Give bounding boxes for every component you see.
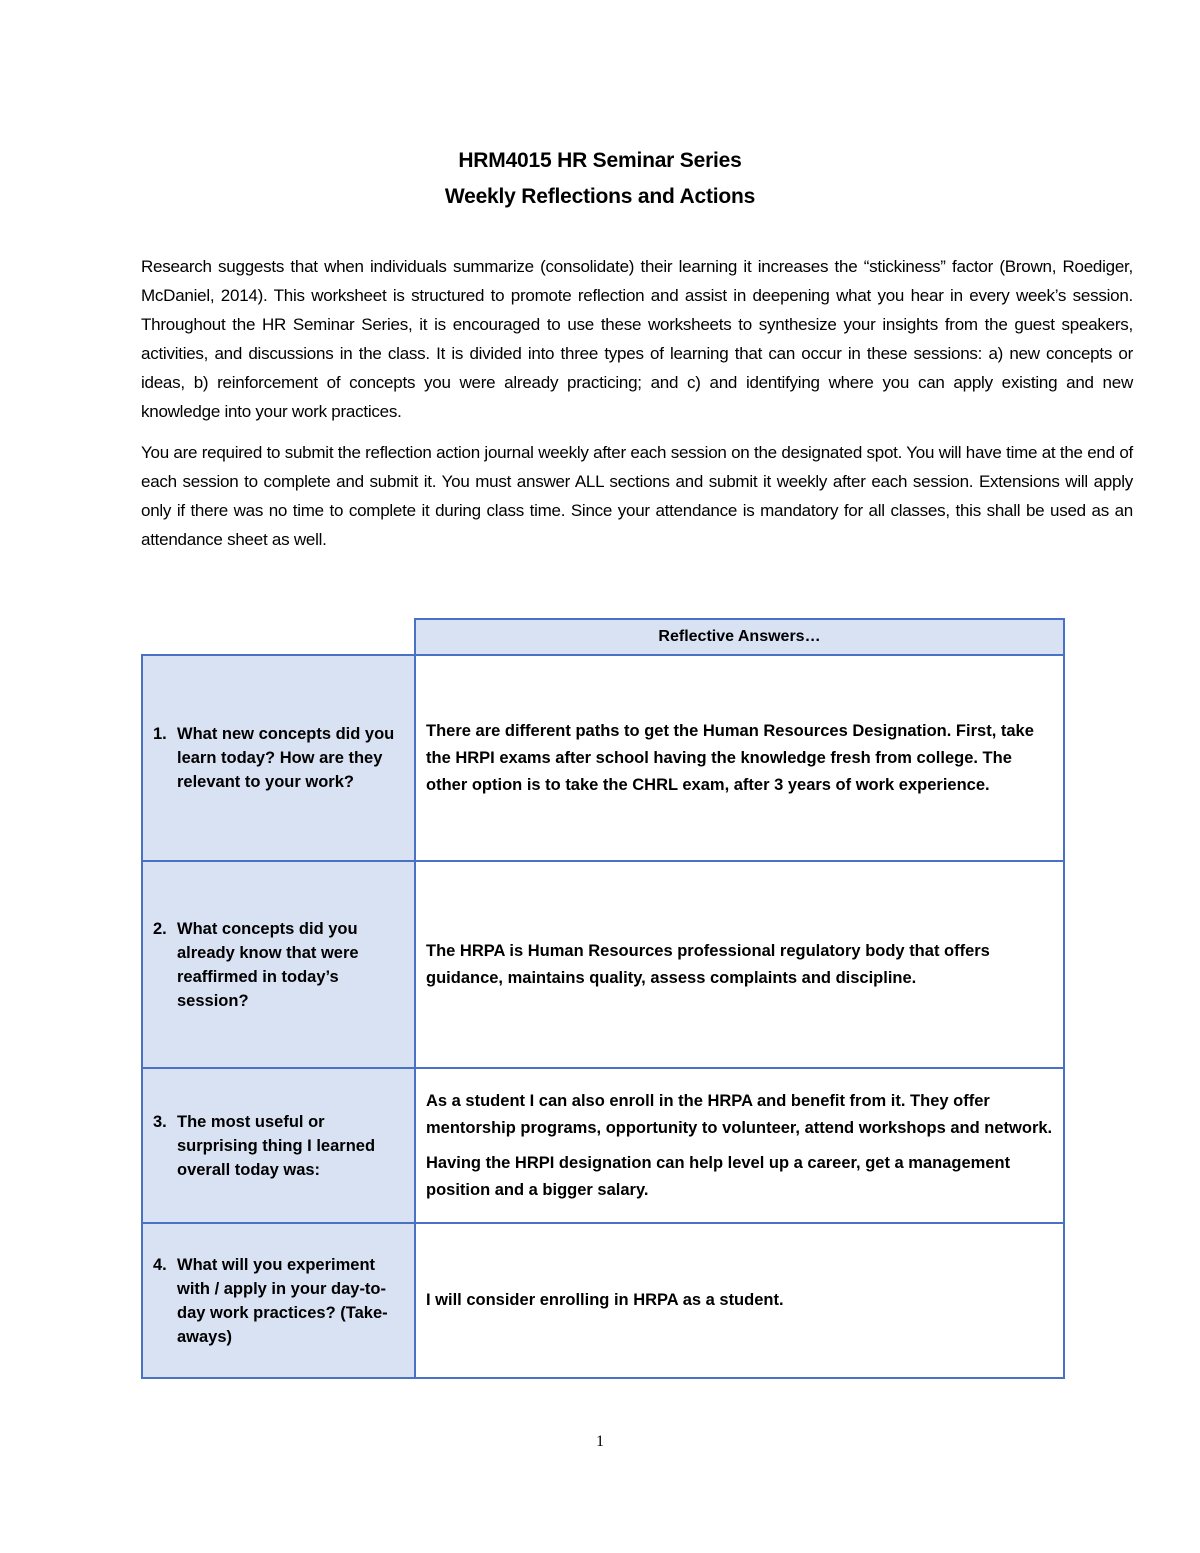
question-text: The most useful or surprising thing I learned overall today was: — [177, 1112, 376, 1179]
table-row — [142, 1223, 1064, 1378]
question-cell — [142, 1068, 415, 1223]
reflective-answers-header: Reflective Answers… — [415, 619, 1064, 655]
answer-cell[interactable] — [415, 1068, 1064, 1223]
answer-text: There are different paths to get the Human Resources Designation. First, take the HRPI exams after school having the knowledge fresh from college. The other option is to take the CHRL exam, after 3 years of work experience. — [426, 721, 1034, 794]
reflection-table — [141, 618, 1065, 1379]
answer-cell[interactable] — [415, 655, 1064, 861]
document-subtitle: Weekly Reflections and Actions — [444, 185, 756, 208]
question-text: What new concepts did you learn today? How are they relevant to your work? — [177, 725, 395, 791]
table-row — [142, 655, 1064, 861]
intro-text — [141, 252, 1133, 566]
intro-paragraph-1: Research suggests that when individuals summarize (consolidate) their learning it increases the “stickiness” factor (Brown, Roediger, McDaniel, 2014). This worksheet is structured to promote reflection and assist in deepening what you hear in every week’s session. Throughout the HR Seminar Series, it is encouraged to use these worksheets to synthesize your insights from the guest speakers, activities, and discussions in the class. It is divided into three types of learning that can occur in these sessions: a) new concepts or ideas, b) reinforcement of concepts you were already practicing; and c) and identifying where you can apply existing and new knowledge into your work practices. — [141, 257, 1133, 421]
table-row — [142, 1068, 1064, 1223]
page-number: 1 — [596, 1433, 604, 1450]
title-block — [0, 143, 1200, 215]
blank-header-cell — [142, 619, 415, 655]
answer-text: As a student I can also enroll in the HRPA and benefit from it. They offer mentorship programs, opportunity to volunteer, attend workshops and network. — [426, 1091, 1053, 1137]
question-number: 1. — [153, 725, 167, 743]
question-text: What will you experiment with / apply in your day-to-day work practices? (Take-aways) — [177, 1255, 388, 1346]
question-number: 4. — [153, 1255, 167, 1274]
answer-cell[interactable] — [415, 861, 1064, 1068]
table-row — [142, 861, 1064, 1068]
question-cell — [142, 655, 415, 861]
question-number: 2. — [153, 919, 167, 938]
answer-cell[interactable] — [415, 1223, 1064, 1378]
answer-text: The HRPA is Human Resources professional regulatory body that offers guidance, maintains quality, assess complaints and discipline. — [426, 941, 990, 987]
table-header-row — [142, 619, 1064, 655]
question-number: 3. — [153, 1112, 167, 1131]
intro-paragraph-2: You are required to submit the reflection action journal weekly after each session on the designated spot. You will have time at the end of each session to complete and submit it. You must answer ALL sections and submit it weekly after each session. Extensions will apply only if there was no time to complete it during class time. Since your attendance is mandatory for all classes, this shall be used as an attendance sheet as well. — [141, 443, 1133, 549]
document-title: HRM4015 HR Seminar Series — [458, 149, 742, 172]
question-text: What concepts did you already know that were reaffirmed in today’s session? — [177, 919, 359, 1010]
answer-text: Having the HRPI designation can help level up a career, get a management position and a bigger salary. — [426, 1153, 1011, 1199]
question-cell — [142, 1223, 415, 1378]
question-cell — [142, 861, 415, 1068]
answer-text: I will consider enrolling in HRPA as a student. — [426, 1291, 784, 1309]
